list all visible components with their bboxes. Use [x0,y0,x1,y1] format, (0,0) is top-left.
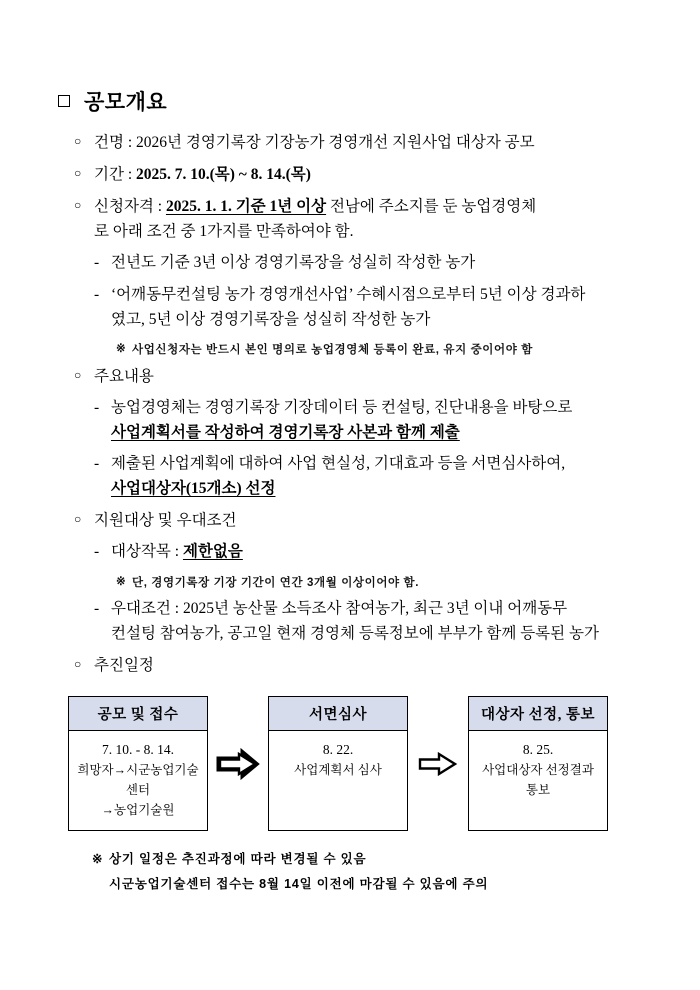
circle-bullet-icon: ○ [74,198,82,213]
flow-step-3-header: 대상자 선정, 통보 [469,697,607,731]
main-content-item-2-emphasis: 사업대상자(15개소) 선정 [111,480,276,498]
circle-bullet-icon: ○ [74,134,82,148]
dash-bullet-icon: - [94,455,100,473]
support-crop [94,539,658,564]
main-content-item-1-text: 농업경영체는 경영기록장 기장데이터 등 컨설팅, 진단내용을 바탕으로 [111,398,573,416]
document-content [58,86,658,897]
main-content-item-2-text: 제출된 사업계획에 대하여 사업 현실성, 기대효과 등을 서면심사하여, [111,455,566,473]
list-item-support [74,508,658,533]
main-content-item-1 [94,395,658,445]
note-crop [116,574,658,590]
schedule-title: 추진일정 [94,656,154,674]
list-item-schedule [74,653,658,678]
support-preference-text: 우대조건 : 2025년 농산물 소득조사 참여농가, 최근 3년 이내 어깨동무 [111,599,568,617]
support-crop-label: 대상작목 : [111,543,183,561]
support-preference-body [111,596,658,646]
dash-bullet-icon: - [94,398,100,416]
support-crop-body [111,539,658,564]
circle-bullet-icon: ○ [74,656,82,671]
support-crop-value: 제한없음 [182,543,243,561]
reference-mark-icon: ※ [116,342,127,355]
main-content-item-1-emphasis: 사업계획서를 작성하여 경영기록장 사본과 함께 제출 [111,423,460,441]
dash-bullet-icon: - [94,254,100,272]
page-title [58,86,658,116]
footnote-2 [109,872,658,897]
schedule-footnotes [92,847,658,897]
flow-step-3-line1: 8. 25. [522,741,554,757]
list-item-eligibility [74,194,658,244]
note-crop-text: 단, 경영기록장 기장 기간이 연간 3개월 이상이어야 함. [132,576,420,589]
support-preference [94,596,658,646]
note-registration-text: 사업신청자는 반드시 본인 명의로 농업경영체 등록이 완료, 유지 중이어야 함 [132,343,533,356]
circle-bullet-icon: ○ [74,166,82,181]
circle-bullet-icon: ○ [74,367,82,382]
note-registration [116,341,658,357]
flow-step-3-body [469,731,607,811]
flow-step-2 [268,696,408,832]
support-preference-line2: 컨설팅 참여농가, 공고일 현재 경영체 등록정보에 부부가 함께 등록된 농가 [111,624,599,642]
flow-step-1-line3: →농업기술원 [101,803,175,818]
flow-step-1-header: 공모 및 접수 [69,697,207,731]
arrow-right-icon-1 [208,696,268,832]
list-item-condition-1 [94,250,658,275]
arrow-right-icon-2 [408,696,468,832]
flow-step-1-line2: 희망자→시군농업기술센터 [77,763,199,798]
list-item-main-content [74,364,658,389]
circle-bullet-icon: ○ [74,512,82,527]
eligibility-line2: 로 아래 조건 중 1가지를 만족하여야 함. [94,223,354,241]
footnote-2-text: 시군농업기술센터 접수는 8월 14일 이전에 마감될 수 있음에 주의 [109,877,489,892]
dash-bullet-icon: - [94,285,100,303]
dash-bullet-icon: - [94,599,100,617]
main-content-item-2 [94,451,658,501]
flow-step-2-line1: 8. 22. [322,741,354,757]
eligibility-body [94,194,658,244]
flow-step-1-body [69,731,207,831]
flow-step-3-line3: 통보 [525,783,551,798]
support-title: 지원대상 및 우대조건 [94,512,237,530]
eligibility-rest: 전남에 주소지를 둔 농업경영체 [326,198,537,216]
flow-step-3-line2: 사업대상자 선정결과 [482,763,594,778]
condition-1-text: 전년도 기준 3년 이상 경영기록장을 성실히 작성한 농가 [111,254,476,272]
list-item-condition-2 [94,282,658,332]
flow-step-1 [68,696,208,832]
list-item-subject [74,130,658,155]
footnote-1-text: 상기 일정은 추진과정에 따라 변경될 수 있음 [109,852,367,867]
reference-mark-icon: ※ [92,852,104,867]
list-item-period [74,162,658,187]
reference-mark-icon: ※ [116,575,127,588]
schedule-flow-diagram [68,696,658,832]
subject-text: 건명 : 2026년 경영기록장 기장농가 경영개선 지원사업 대상자 공모 [94,134,535,151]
main-content-item-2-body [111,451,658,501]
flow-step-3 [468,696,608,832]
eligibility-emphasis: 2025. 1. 1. 기준 1년 이상 [165,198,327,216]
period-label: 기간 : [94,166,137,184]
period-value: 2025. 7. 10.(목) ~ 8. 14.(목) [136,166,311,184]
flow-step-2-header: 서면심사 [269,697,407,731]
flow-step-2-line2: 사업계획서 심사 [294,763,382,778]
footnote-1 [92,847,658,872]
condition-2-text: ‘어깨동무컨설팅 농가 경영개선사업’ 수혜시점으로부터 5년 이상 경과하 [111,285,586,303]
flow-step-1-line1: 7. 10. - 8. 14. [102,741,174,757]
main-content-title: 주요내용 [94,367,154,385]
flow-step-2-body [269,731,407,791]
condition-2-body [111,282,658,332]
eligibility-label: 신청자격 : [94,198,166,216]
main-content-item-1-body [111,395,658,445]
period-body [94,162,658,187]
condition-2-line2: 였고, 5년 이상 경영기록장을 성실히 작성한 농가 [111,310,431,328]
page-title-text: 공모개요 [84,91,168,114]
dash-bullet-icon: - [94,543,100,561]
square-bullet-icon [58,95,70,107]
